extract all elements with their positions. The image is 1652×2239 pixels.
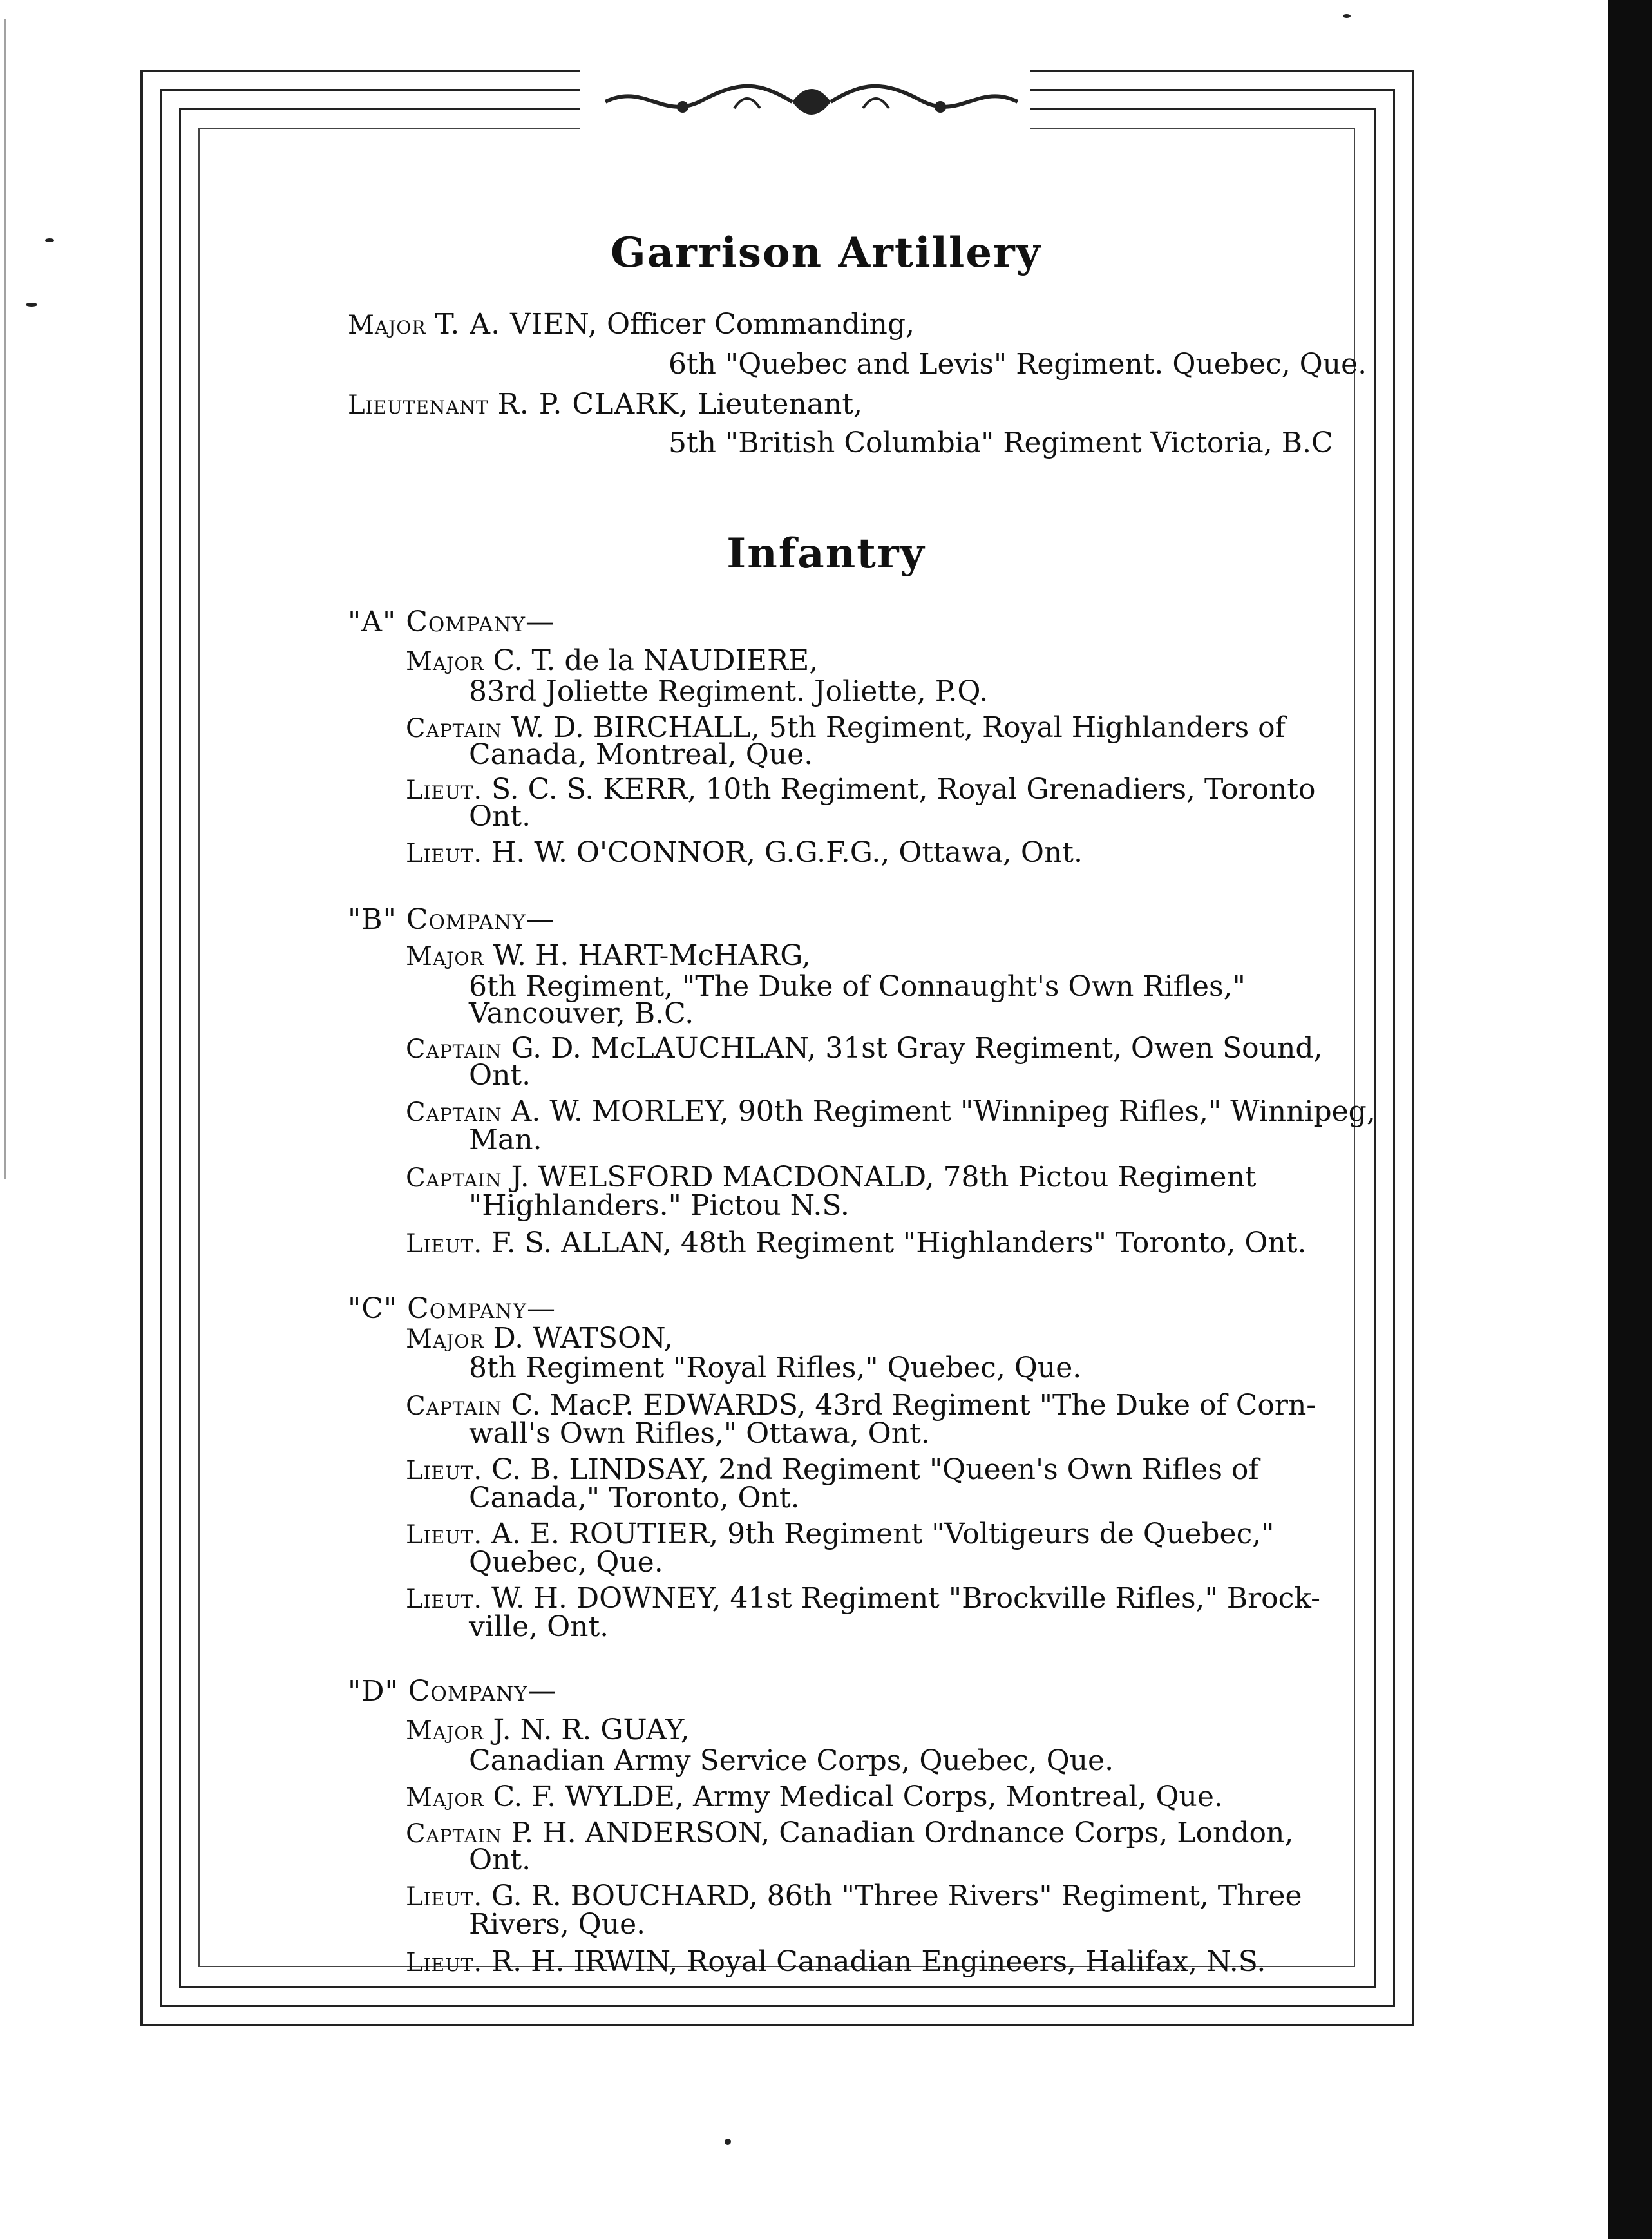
officer-line: [406, 1713, 690, 1748]
officer-detail: W. H. DOWNEY, 41st Regiment "Brockville Rifles," Brock-: [482, 1582, 1320, 1615]
officer-detail: F. S. ALLAN, 48th Regiment "Highlanders" Toronto, Ont.: [482, 1226, 1307, 1259]
officer-detail: S. C. S. KERR, 10th Regiment, Royal Grenadiers, Toronto: [482, 773, 1316, 806]
rank: Captain: [406, 1034, 502, 1064]
garrison-entry-2: [348, 388, 862, 422]
officer-line: [406, 1945, 1266, 1979]
garrison-entry-1-unit: 6th "Quebec and Levis" Regiment. Quebec, Que.: [669, 348, 1367, 381]
rank: Lieutenant: [348, 390, 489, 420]
rank: Major: [348, 310, 426, 340]
garrison-entry-2-unit: 5th "British Columbia" Regiment Victoria, B.C: [669, 426, 1333, 459]
company-label: "B" Company—: [348, 903, 555, 936]
officer-line: [406, 1032, 1323, 1066]
officer-line-cont: 8th Regiment "Royal Rifles," Quebec, Que.: [469, 1351, 1082, 1384]
officer-line: [406, 1226, 1306, 1261]
officer-line-cont: Vancouver, B.C.: [469, 997, 694, 1030]
garrison-entry-1: [348, 308, 915, 342]
officer-detail: W. D. BIRCHALL, 5th Regiment, Royal Highlanders of: [502, 711, 1286, 744]
officer-line-cont: Rivers, Que.: [469, 1908, 646, 1941]
officer-line-cont: Quebec, Que.: [469, 1546, 663, 1579]
officer-detail: C. MacP. EDWARDS, 43rd Regiment "The Duke of Corn-: [502, 1389, 1316, 1422]
officer-name: T. A. VIEN,: [435, 308, 598, 341]
officer-detail: W. H. HART-McHARG,: [484, 939, 811, 972]
officer-line-cont: Ont.: [469, 1059, 531, 1092]
rank: Major: [406, 647, 484, 676]
officer-line-cont: 83rd Joliette Regiment. Joliette, P.Q.: [469, 675, 989, 708]
officer-detail: J. N. R. GUAY,: [484, 1713, 690, 1746]
officer-detail: J. WELSFORD MACDONALD, 78th Pictou Regiment: [502, 1161, 1257, 1194]
rank: Captain: [406, 1819, 502, 1849]
officer-line: [406, 939, 811, 973]
officer-line: [406, 1780, 1223, 1815]
officer-detail: A. W. MORLEY, 90th Regiment "Winnipeg Rifles," Winnipeg,: [502, 1095, 1376, 1128]
rank: Captain: [406, 714, 502, 743]
officer-line: [406, 1816, 1293, 1851]
rank: Lieut.: [406, 1456, 483, 1485]
officer-line: [406, 644, 818, 678]
officer-line-cont: ville, Ont.: [469, 1610, 609, 1643]
officer-line: [406, 1095, 1376, 1129]
officer-detail: A. E. ROUTIER, 9th Regiment "Voltigeurs de Quebec,": [482, 1518, 1275, 1550]
officer-line-cont: Canada, Montreal, Que.: [469, 738, 813, 771]
rank: Major: [406, 1783, 484, 1813]
company-label: "D" Company—: [348, 1675, 557, 1708]
officer-detail: G. D. McLAUCHLAN, 31st Gray Regiment, Owen Sound,: [502, 1032, 1323, 1065]
officer-detail: P. H. ANDERSON, Canadian Ordnance Corps, London,: [502, 1816, 1294, 1849]
officer-detail: C. T. de la NAUDIERE,: [484, 644, 819, 677]
rank: Lieut.: [406, 1585, 483, 1614]
officer-detail: R. H. IRWIN, Royal Canadian Engineers, Halifax, N.S.: [482, 1945, 1266, 1978]
officer-detail: C. B. LINDSAY, 2nd Regiment "Queen's Own Rifles of: [482, 1453, 1259, 1486]
officer-line: [406, 836, 1083, 870]
rank: Major: [406, 1324, 484, 1354]
company-label: "C" Company—: [348, 1292, 556, 1325]
rank: Major: [406, 1716, 484, 1746]
officer-line-cont: "Highlanders." Pictou N.S.: [469, 1189, 850, 1222]
rank: Lieut.: [406, 776, 483, 805]
officer-detail: D. WATSON,: [484, 1322, 673, 1355]
officer-line-cont: wall's Own Rifles," Ottawa, Ont.: [469, 1417, 930, 1450]
rank: Lieut.: [406, 1948, 483, 1977]
rank: Lieut.: [406, 1520, 483, 1550]
rank: Lieut.: [406, 839, 483, 868]
officer-line-cont: Man.: [469, 1123, 542, 1156]
rank: Major: [406, 942, 484, 971]
rank: Lieut.: [406, 1229, 483, 1259]
officer-detail: C. F. WYLDE, Army Medical Corps, Montreal, Que.: [484, 1780, 1223, 1813]
rank: Captain: [406, 1163, 502, 1193]
officer-name: R. P. CLARK,: [497, 388, 689, 421]
officer-line-cont: 6th Regiment, "The Duke of Connaught's Own Rifles,": [469, 970, 1246, 1003]
infantry-heading: Infantry: [726, 529, 926, 578]
officer-line: [406, 773, 1315, 807]
officer-detail: G. R. BOUCHARD, 86th "Three Rivers" Regiment, Three: [482, 1880, 1302, 1912]
rank: Captain: [406, 1098, 502, 1127]
appointment: Officer Commanding,: [598, 308, 915, 341]
officer-line-cont: Ont.: [469, 800, 531, 833]
officer-detail: H. W. O'CONNOR, G.G.F.G., Ottawa, Ont.: [482, 836, 1083, 869]
rank: Lieut.: [406, 1882, 483, 1912]
rank: Captain: [406, 1391, 502, 1421]
garrison-heading: Garrison Artillery: [611, 229, 1041, 277]
officer-line-cont: Canadian Army Service Corps, Quebec, Que.: [469, 1744, 1114, 1777]
company-label: "A" Company—: [348, 605, 555, 638]
officer-line-cont: Ont.: [469, 1844, 531, 1876]
officer-line-cont: Canada," Toronto, Ont.: [469, 1482, 800, 1514]
appointment: Lieutenant,: [688, 388, 863, 421]
